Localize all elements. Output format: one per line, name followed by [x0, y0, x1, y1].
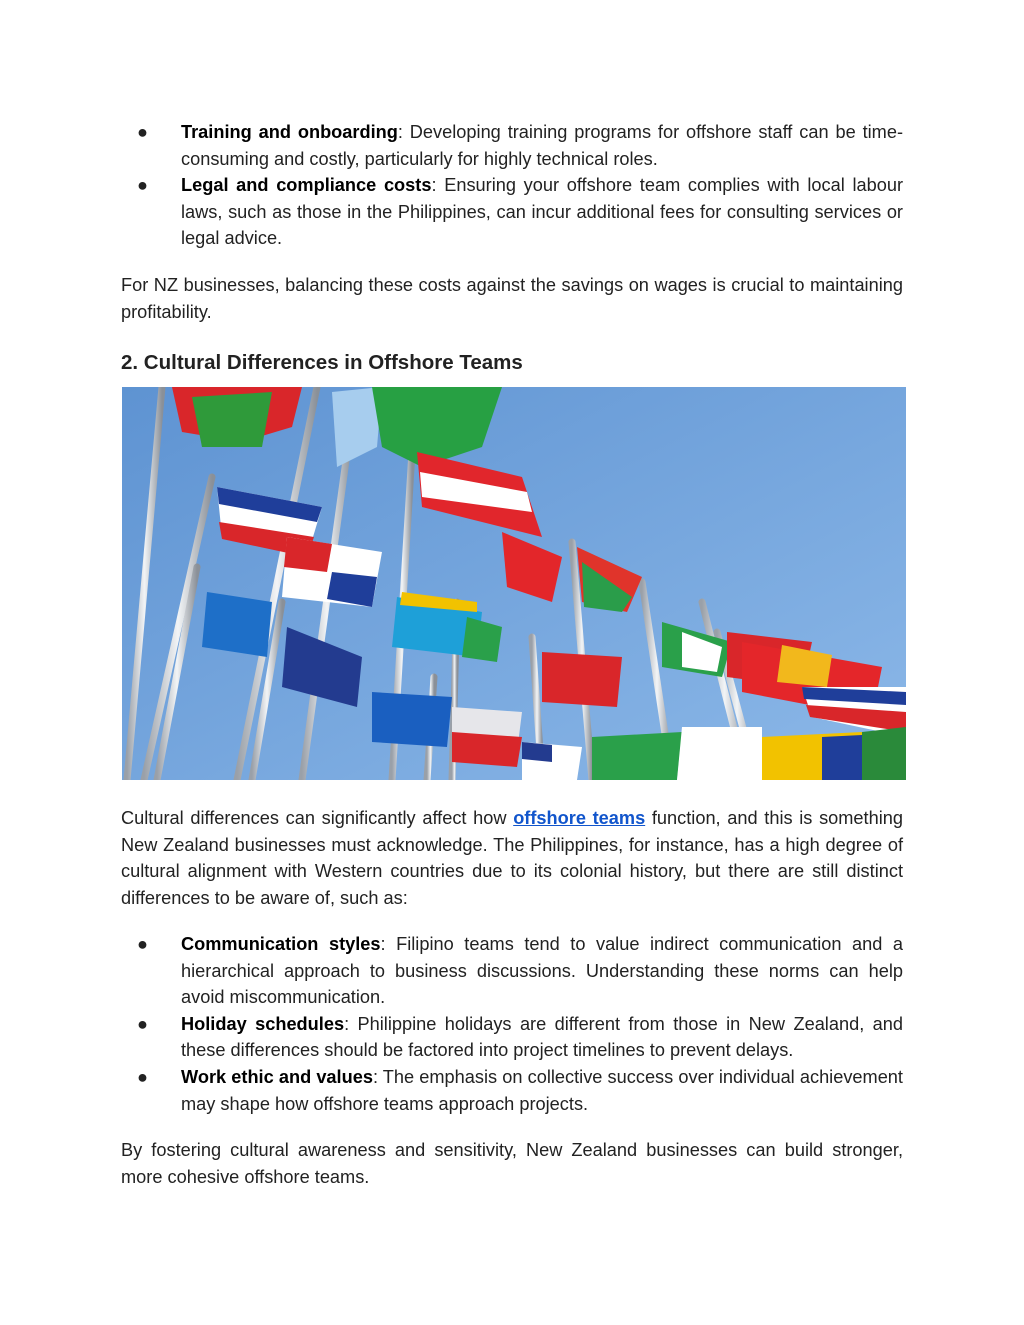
paragraph: By fostering cultural awareness and sensitivity, New Zealand businesses can build stronger, more cohesive offshore teams.: [121, 1140, 903, 1187]
bullet-icon: ●: [137, 1066, 148, 1087]
cost-bullet-list: [121, 119, 903, 252]
bullet-term: Legal and compliance costs: [181, 175, 432, 196]
offshore-teams-link[interactable]: offshore teams: [513, 808, 646, 828]
bullet-text: : Filipino teams tend to value indirect communication and a hierarchical approach to business discussions. Understanding these norms can help avoid miscommunication.: [181, 934, 904, 1008]
bullet-term: Communication styles: [181, 934, 381, 954]
bullet-icon: ●: [137, 122, 148, 142]
bullet-text: : Developing training programs for offshore staff can be time-consuming and costly, particularly for highly technical roles.: [181, 122, 903, 169]
bullet-icon: ●: [137, 175, 148, 196]
list-item: [121, 1064, 903, 1117]
list-item: [121, 119, 903, 172]
paragraph: [121, 805, 903, 911]
list-item: [121, 172, 903, 252]
bullet-text: : Ensuring your offshore team complies with local labour laws, such as those in the Philippines, can incur additional fees for consulting services or legal advice.: [181, 175, 904, 249]
list-item: [121, 1011, 903, 1064]
paragraph-text: function, and this is something New Zealand businesses must acknowledge. The Philippines, for instance, has a high degree of cultural alignment with Western countries due to its colonial history, but there are still distinct differences to be aware of, such as:: [121, 808, 903, 908]
flags-photo: [122, 387, 906, 780]
paragraph: For NZ businesses, balancing these costs against the savings on wages is crucial to maintaining profitability.: [121, 275, 903, 322]
bullet-term: Holiday schedules: [181, 1013, 345, 1034]
bullet-text: : The emphasis on collective success over individual achievement may shape how offshore teams approach projects.: [181, 1066, 903, 1114]
bullet-icon: ●: [137, 934, 148, 954]
bullet-text: : Philippine holidays are different from those in New Zealand, and these differences should be factored into project timelines to prevent delays.: [181, 1013, 903, 1061]
bullet-term: Training and onboarding: [181, 122, 398, 142]
bullet-term: Work ethic and values: [181, 1066, 373, 1087]
culture-bullet-list: [121, 931, 903, 1117]
paragraph-text: Cultural differences can significantly affect how: [121, 808, 514, 828]
bullet-icon: ●: [137, 1013, 148, 1034]
list-item: [121, 931, 903, 1011]
section-heading: 2. Cultural Differences in Offshore Teams: [121, 351, 523, 374]
